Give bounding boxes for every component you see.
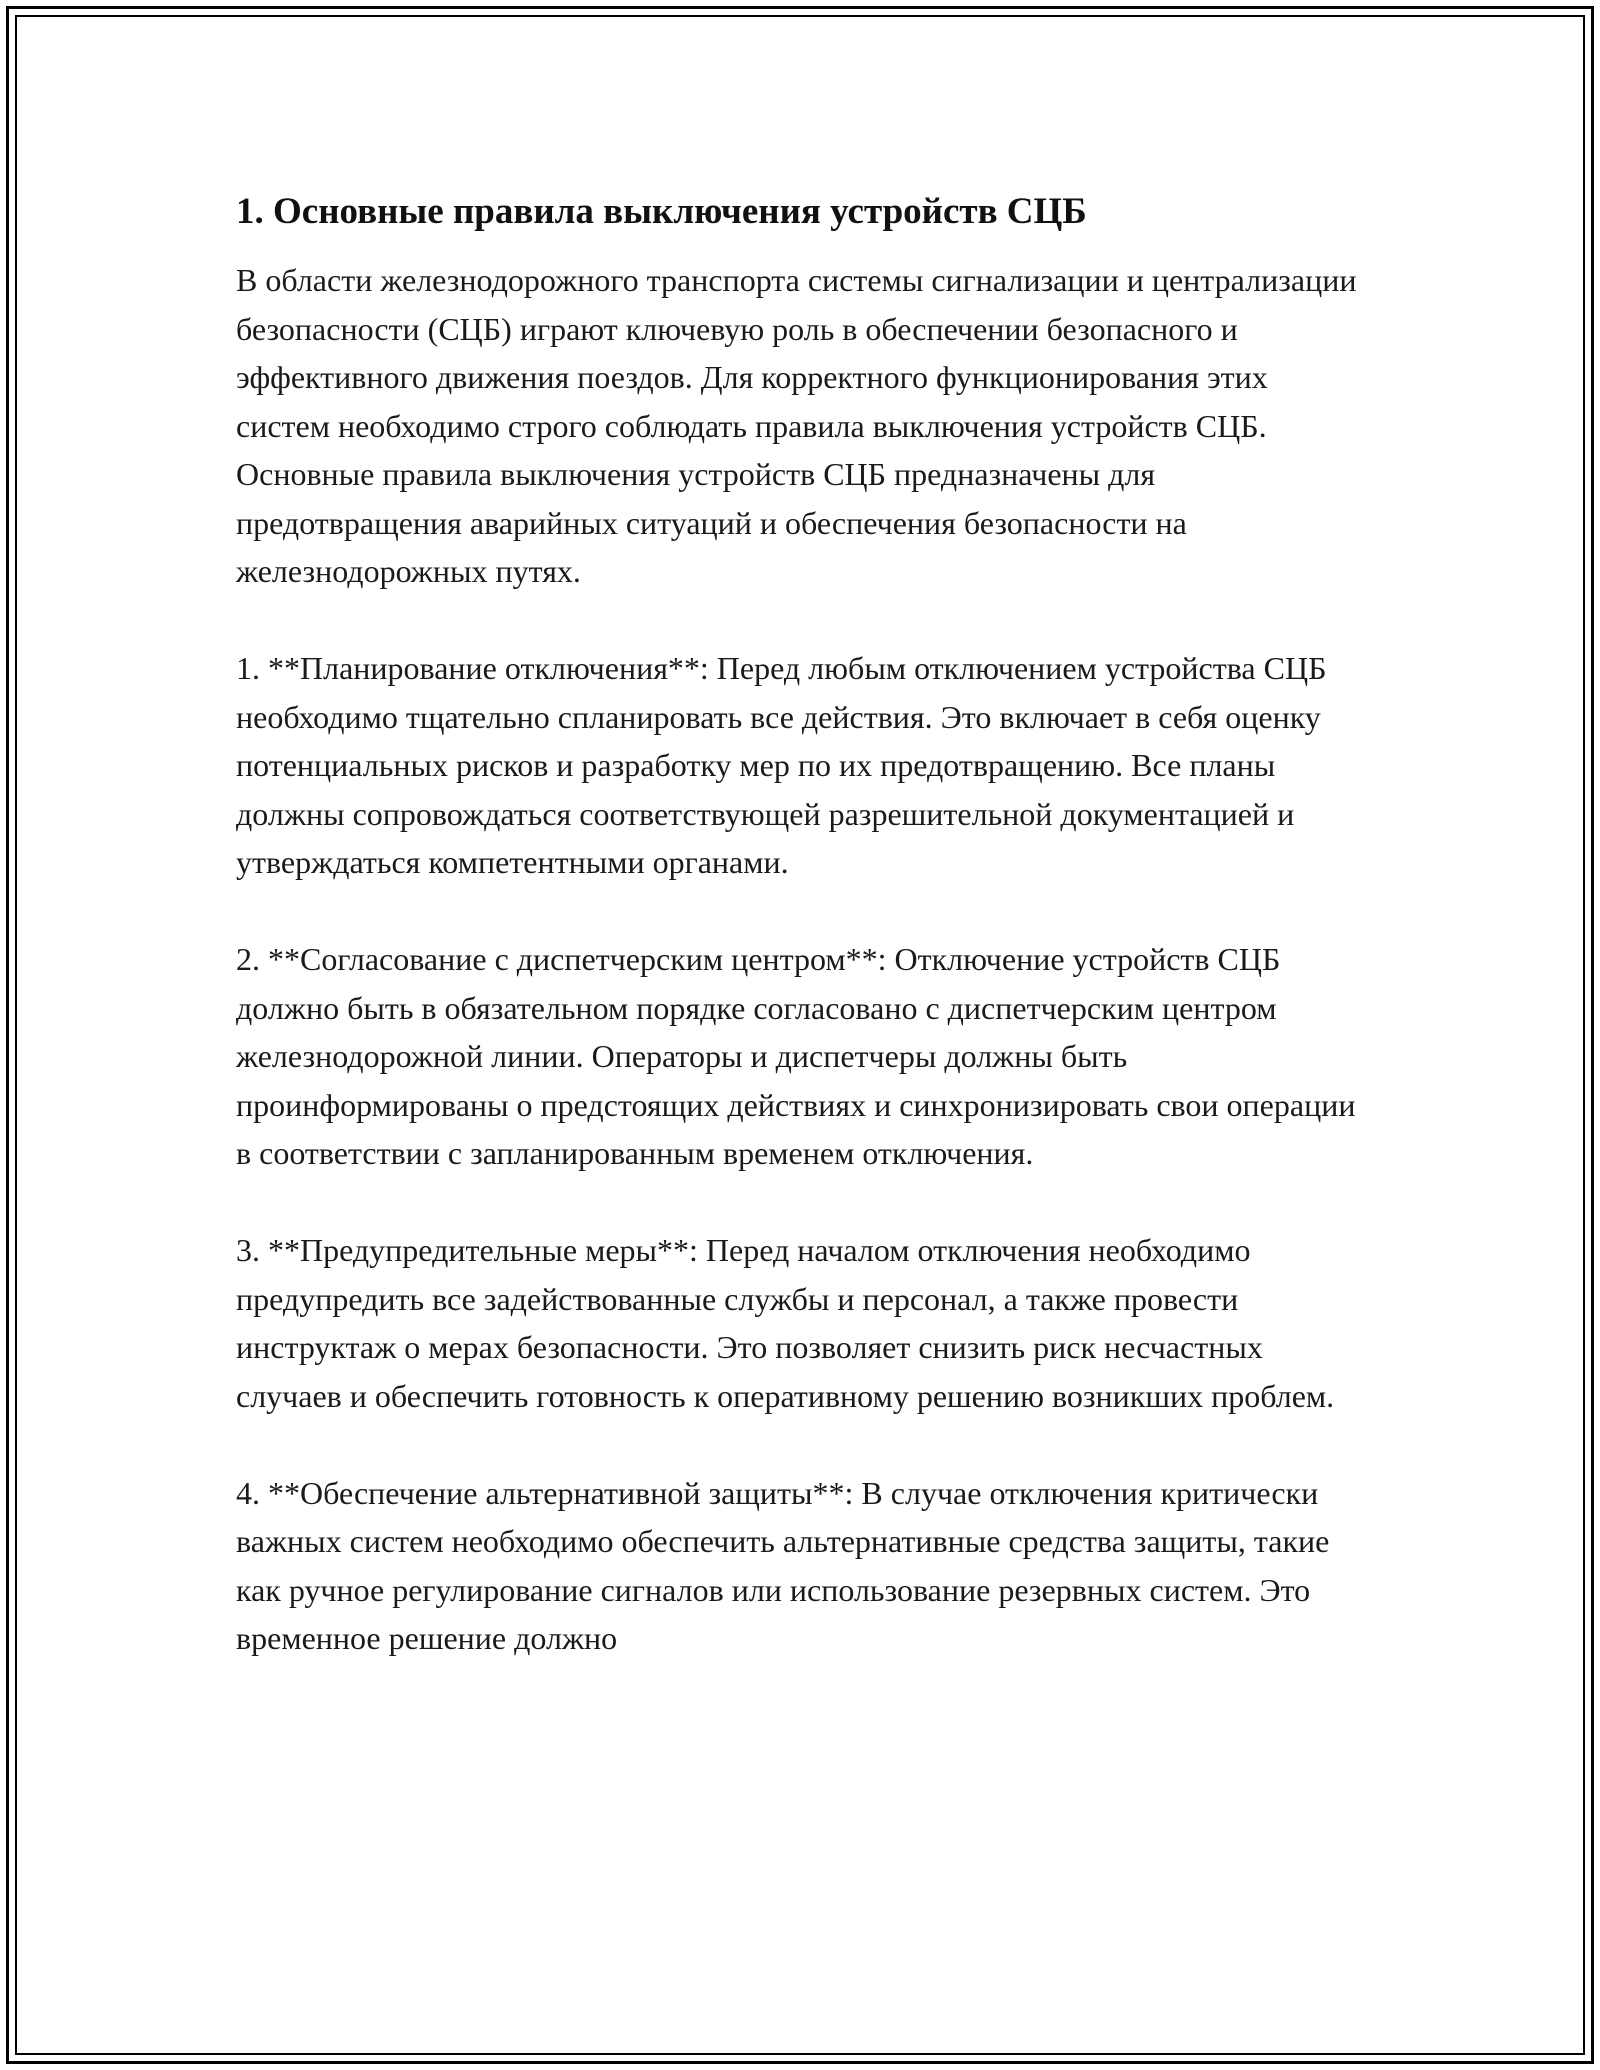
section-heading: 1. Основные правила выключения устройств СЦБ [236,191,1087,232]
rule-paragraph-4: 4. **Обеспечение альтернативной защиты**: В случае отключения критически важных систем необходимо обеспечить альтернативные средства защиты, такие как ручное регулирование сигналов или использование резервных систем. Это временное решение должно [236,1474,1330,1656]
intro-paragraph: В области железнодорожного транспорта системы сигнализации и централизации безопасности (СЦБ) играют ключевую роль в обеспечении безопасного и эффективного движения поездов. Для корректного функционирования этих систем необходимо строго соблюдать правила выключения устройств СЦБ. Основные правила выключения устройств СЦБ предназначены для предотвращения аварийных ситуаций и обеспечения безопасности на железнодорожных путях. [236,262,1357,589]
rule-paragraph-3: 3. **Предупредительные меры**: Перед началом отключения необходимо предупредить все задействованные службы и персонал, а также провести инструктаж о мерах безопасности. Это позволяет снизить риск несчастных случаев и обеспечить готовность к оперативному решению возникших проблем. [236,1232,1335,1414]
rule-paragraph-2: 2. **Согласование с диспетчерским центром**: Отключение устройств СЦБ должно быть в обязательном порядке согласовано с диспетчерским центром железнодорожной линии. Операторы и диспетчеры должны быть проинформированы о предстоящих действиях и синхронизировать свои операции в соответствии с запланированным временем отключения. [236,941,1356,1171]
document-body [236,186,1366,1711]
rule-paragraph-1: 1. **Планирование отключения**: Перед любым отключением устройства СЦБ необходимо тщательно спланировать все действия. Это включает в себя оценку потенциальных рисков и разработку мер по их предотвращению. Все планы должны сопровождаться соответствующей разрешительной документацией и утверждаться компетентными органами. [236,650,1327,880]
